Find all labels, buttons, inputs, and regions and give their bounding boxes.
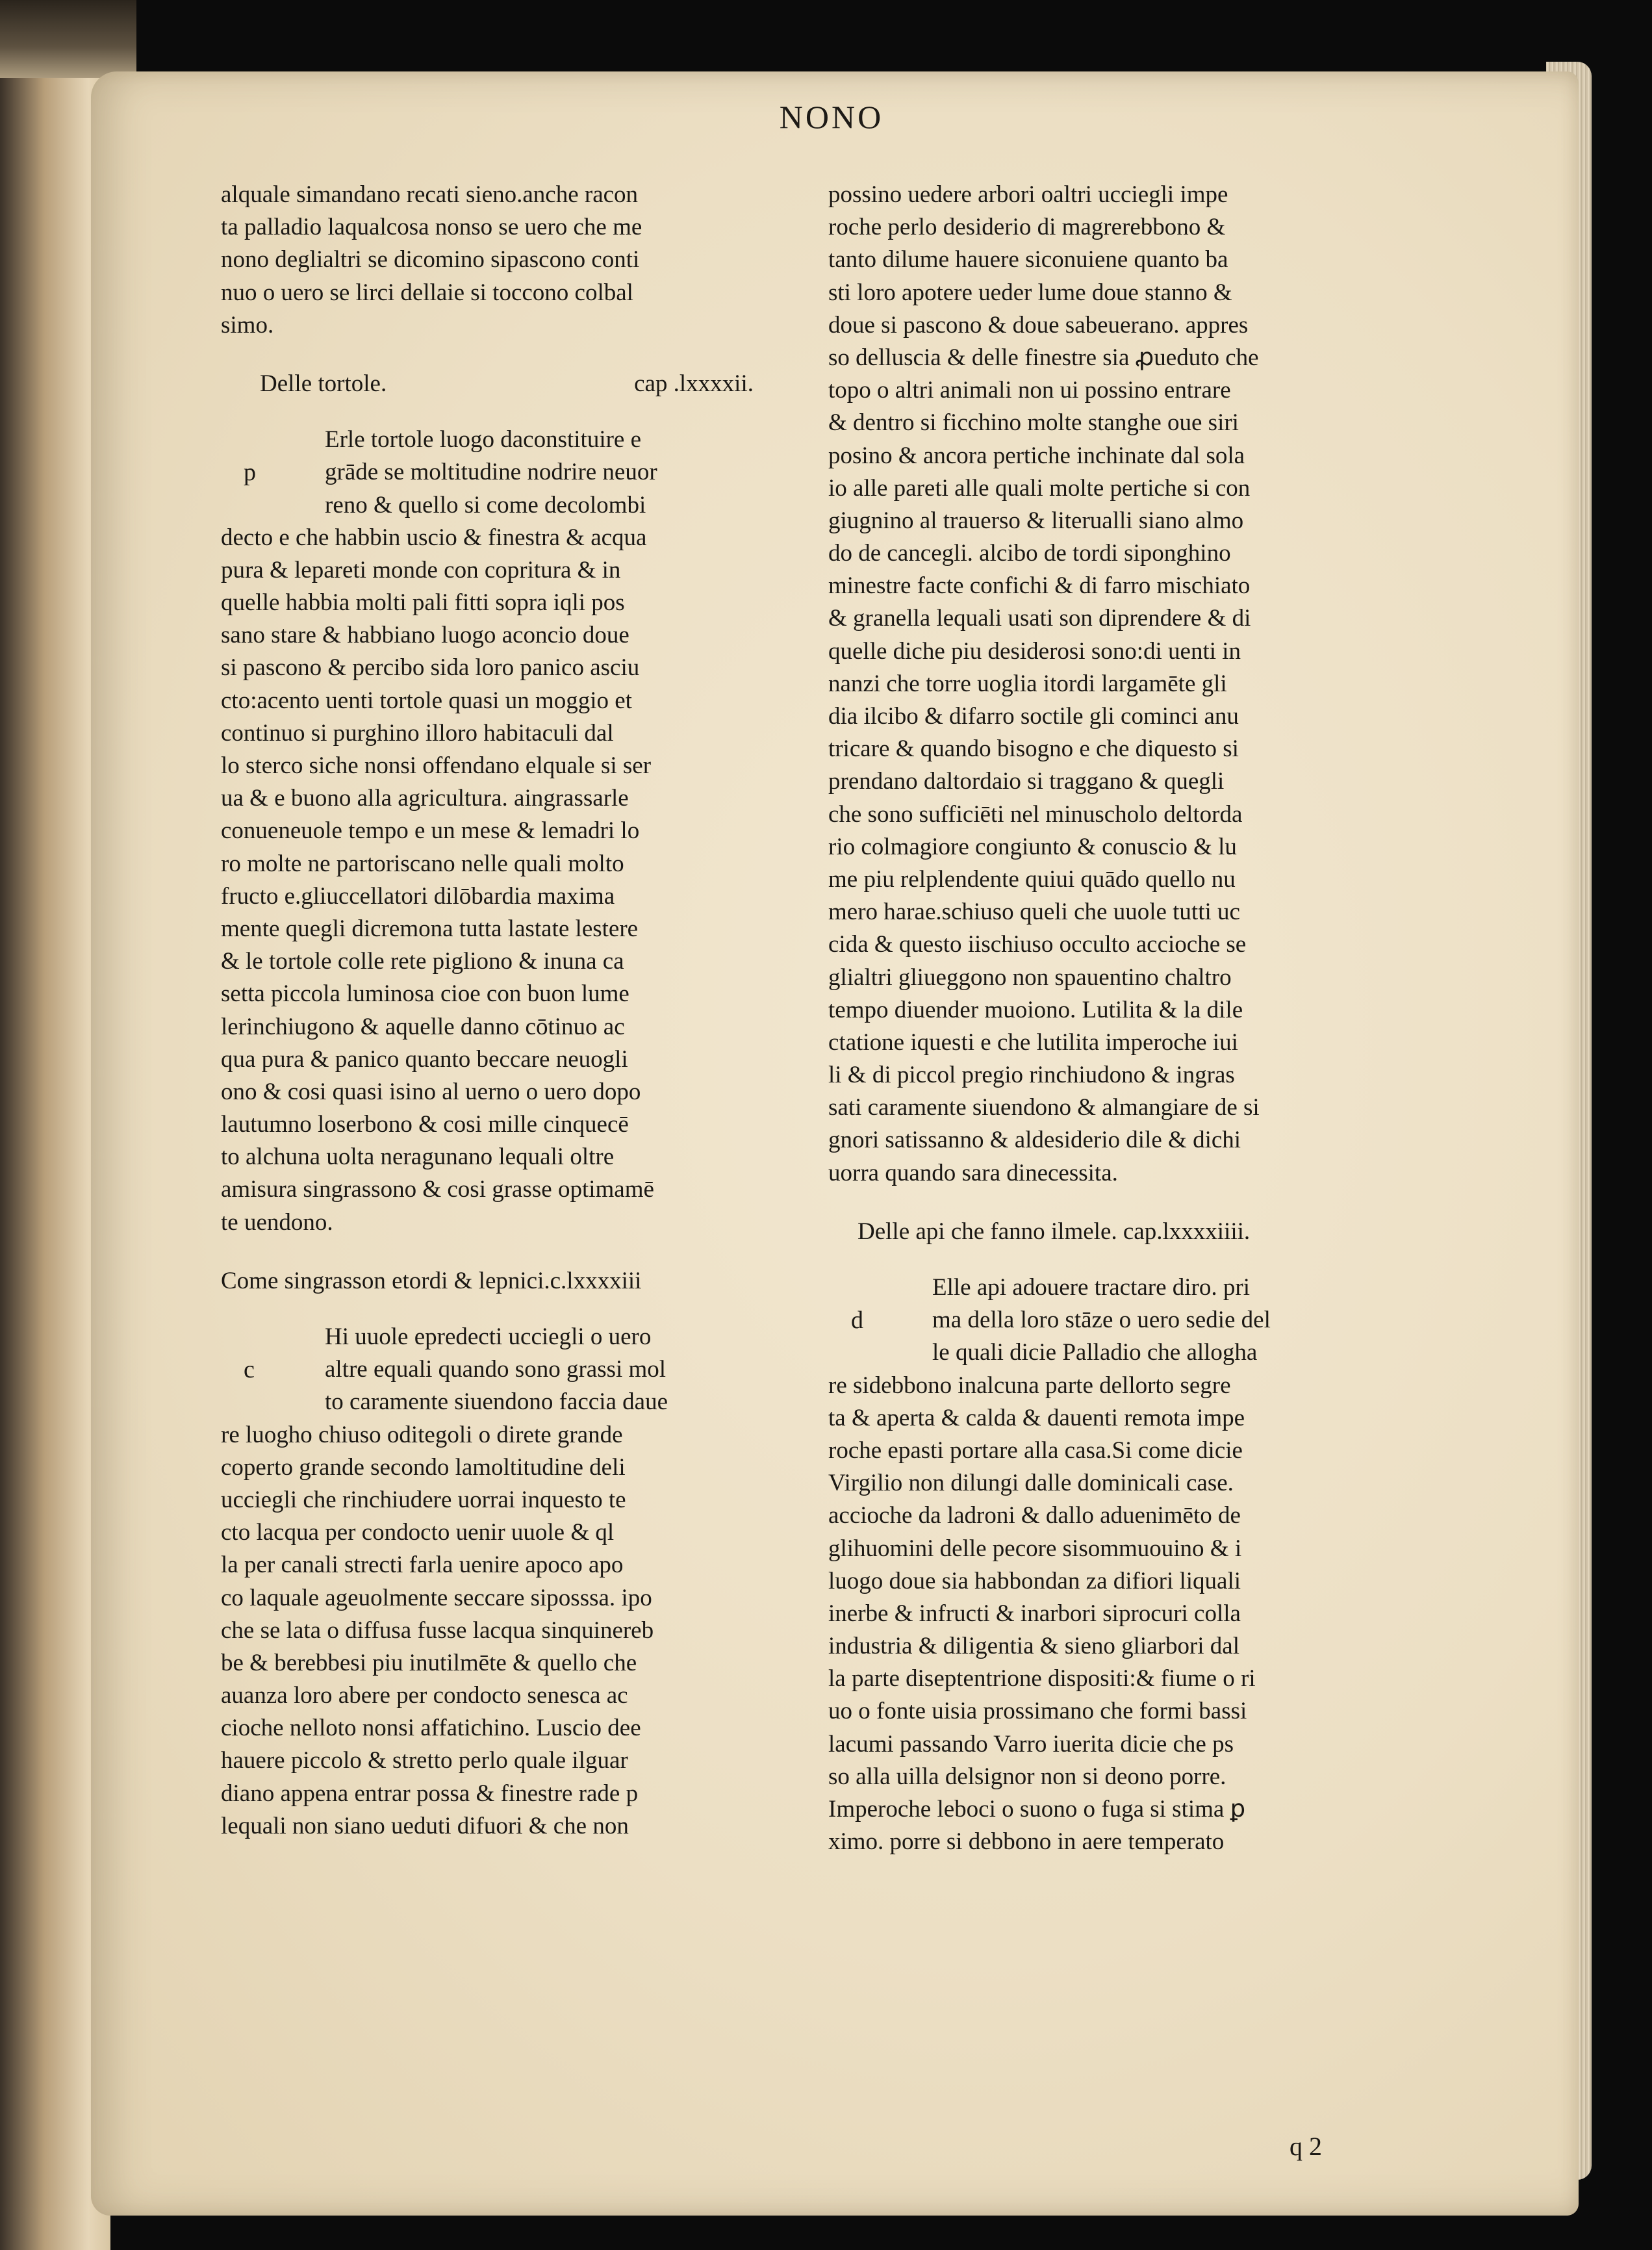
- text-line: grāde se moltitudine nodrire neuor: [325, 459, 657, 486]
- text-line: che sono sufficiēti nel minuscholo deltorda: [828, 800, 1243, 828]
- text-line: & dentro si ficchino molte stanghe oue siri: [828, 409, 1239, 437]
- text-line: diano appena entrar possa & finestre rade p: [221, 1780, 639, 1807]
- text-line: qua pura & panico quanto beccare neuogli: [221, 1045, 628, 1073]
- text-line: minestre facte confichi & di farro mischiato: [828, 572, 1251, 600]
- text-line: re sidebbono inalcuna parte dellorto segre: [828, 1372, 1231, 1399]
- text-line: conueneuole tempo e un mese & lemadri lo: [221, 817, 640, 845]
- text-line: rio colmagiore congiunto & conuscio & lu: [828, 833, 1237, 860]
- guide-letter: d: [851, 1307, 863, 1335]
- chapter-body: [828, 1370, 1393, 1859]
- text-line: prendano daltordaio si traggano & quegli: [828, 768, 1225, 795]
- text-line: pura & lepareti monde con copritura & in: [221, 556, 621, 583]
- text-line: Hi uuole epredecti ucciegli o uero: [325, 1323, 652, 1351]
- chapter-heading: [221, 1265, 786, 1298]
- text-line: le quali dicie Palladio che allogha: [932, 1339, 1258, 1366]
- text-line: hauere piccolo & stretto perlo quale ilguar: [221, 1747, 628, 1774]
- text-line: ta palladio laqualcosa nonso se uero che me: [221, 214, 642, 241]
- text-line: setta piccola luminosa cioe con buon lume: [221, 980, 629, 1008]
- text-line: ximo. porre si debbono in aere temperato: [828, 1828, 1225, 1856]
- text-line: luogo doue sia habbondan za difiori liquali: [828, 1567, 1241, 1594]
- chapter-opening: [221, 424, 786, 522]
- text-line: glihuomini delle pecore sisommuouino & i: [828, 1535, 1242, 1562]
- text-line: ono & cosi quasi isino al uerno o uero dopo: [221, 1078, 641, 1105]
- text-line: amisura singrassono & cosi grasse optimamē: [221, 1176, 654, 1203]
- text-line: cioche nelloto nonsi affatichino. Luscio dee: [221, 1715, 641, 1742]
- chapter-heading: [221, 368, 754, 400]
- text-line: be & berebbesi piu inutilmēte & quello che: [221, 1649, 637, 1676]
- text-line: roche perlo desiderio di magrerebbono &: [828, 214, 1226, 241]
- text-line: & le tortole colle rete pigliono & inuna ca: [221, 948, 624, 975]
- guide-letter: p: [244, 459, 256, 487]
- text-line: quelle diche piu desiderosi sono:di uenti in: [828, 637, 1241, 665]
- text-line: to alchuna uolta neragunano lequali oltre: [221, 1144, 615, 1171]
- text-line: & granella lequali usati son diprendere & di: [828, 605, 1251, 632]
- text-line: altre equali quando sono grassi mol: [325, 1356, 667, 1383]
- running-head: NONO: [779, 99, 884, 135]
- text-line: posino & ancora pertiche inchinate dal sola: [828, 442, 1245, 469]
- text-line: ctatione iquesti e che lutilita imperoche iui: [828, 1029, 1238, 1056]
- text-line: ua & e buono alla agricultura. aingrassarle: [221, 785, 629, 812]
- text-line: decto e che habbin uscio & finestra & acqua: [221, 524, 647, 551]
- text-line: so delluscia & delle finestre sia ꝓueduto che: [828, 344, 1259, 371]
- text-line: mero harae.schiuso queli che uuole tutti uc: [828, 899, 1240, 926]
- text-line: doue si pascono & doue sabeuerano. appres: [828, 311, 1249, 339]
- text-line: possino uedere arbori oaltri ucciegli impe: [828, 181, 1228, 208]
- text-line: quelle habbia molti pali fitti sopra iqli pos: [221, 589, 625, 617]
- text-line: li & di piccol pregio rinchiudono & ingras: [828, 1062, 1235, 1089]
- chapter-title: Come singrasson etordi & lepnici.c.lxxxxiii: [221, 1267, 642, 1294]
- text-line: so alla uilla delsignor non si deono porre.: [828, 1763, 1226, 1790]
- text-line: continuo si purghino illoro habitaculi dal: [221, 719, 614, 747]
- text-line: cto:acento uenti tortole quasi un moggio et: [221, 687, 632, 714]
- text-line: do de cancegli. alcibo de tordi siponghino: [828, 540, 1231, 567]
- text-line: industria & diligentia & sieno gliarbori dal: [828, 1633, 1239, 1660]
- text-line: mente quegli dicremona tutta lastate lestere: [221, 915, 639, 942]
- text-line: tanto dilume hauere siconuiene quanto ba: [828, 246, 1228, 274]
- text-line: glialtri gliueggono non spauentino chaltro: [828, 964, 1232, 991]
- binding-cover-edge: [0, 0, 136, 78]
- text-line: io alle pareti alle quali molte pertiche si con: [828, 474, 1251, 502]
- text-line: lacumi passando Varro iuerita dicie che ps: [828, 1730, 1234, 1758]
- text-line: sati caramente siuendono & almangiare de si: [828, 1094, 1260, 1121]
- text-line: lo sterco siche nonsi offendano elquale si ser: [221, 752, 652, 780]
- chapter-opening: [828, 1272, 1393, 1370]
- chapter-body: [221, 1419, 786, 1843]
- text-line: Erle tortole luogo daconstituire e: [325, 426, 642, 454]
- text-line: cto lacqua per condocto uenir uuole & ql: [221, 1519, 615, 1546]
- right-column: [828, 179, 1393, 2128]
- chapter-body: [221, 522, 786, 1239]
- text-line: to caramente siuendono faccia daue: [325, 1388, 668, 1416]
- text-line: lequali non siano ueduti difuori & che non: [221, 1812, 629, 1839]
- text-line: ucciegli che rinchiudere uorrai inquesto te: [221, 1486, 626, 1513]
- chapter-title: Delle api che fanno ilmele. cap.lxxxxiiii.: [858, 1218, 1251, 1245]
- text-line: uorra quando sara dinecessita.: [828, 1159, 1118, 1186]
- text-line: ta & aperta & calda & dauenti remota impe: [828, 1404, 1245, 1431]
- text-line: tempo diuender muoiono. Lutilita & la dile: [828, 996, 1243, 1023]
- text-line: uo o fonte uisia prossimano che formi bassi: [828, 1698, 1247, 1725]
- text-line: gnori satissanno & aldesiderio dile & dichi: [828, 1127, 1241, 1154]
- text-line: sti loro apotere ueder lume doue stanno &: [828, 279, 1232, 306]
- text-line: fructo e.gliuccellatori dilōbardia maxima: [221, 882, 615, 910]
- text-line: alquale simandano recati sieno.anche racon: [221, 181, 639, 208]
- chapter-number: cap .lxxxxii.: [634, 370, 754, 397]
- text-line: nanzi che torre uoglia itordi largamēte gli: [828, 670, 1227, 697]
- right-continuation-text: [828, 179, 1393, 1190]
- text-line: me piu relplendente quiui quādo quello nu: [828, 865, 1236, 893]
- guide-letter: c: [244, 1356, 255, 1384]
- text-line: reno & quello si come decolombi: [325, 491, 646, 518]
- text-line: cida & questo iischiuso occulto accioche se: [828, 931, 1247, 958]
- left-intro-text: [221, 179, 786, 342]
- text-line: simo.: [221, 311, 274, 339]
- text-line: nono deglialtri se dicomino sipascono conti: [221, 246, 640, 274]
- text-line: tricare & quando bisogno e che diquesto si: [828, 735, 1239, 763]
- text-line: inerbe & infructi & inarbori siprocuri colla: [828, 1600, 1241, 1627]
- text-line: nuo o uero se lirci dellaie si toccono colbal: [221, 279, 633, 306]
- chapter-title: Delle tortole.: [260, 370, 387, 397]
- text-line: accioche da ladroni & dallo aduenimēto de: [828, 1502, 1241, 1529]
- text-line: Elle api adouere tractare diro. pri: [932, 1274, 1250, 1301]
- chapter-heading: [828, 1216, 1393, 1248]
- text-line: re luogho chiuso oditegoli o direte grande: [221, 1421, 623, 1448]
- text-line: ro molte ne partoriscano nelle quali molto: [221, 850, 624, 877]
- signature-mark: q 2: [1290, 2132, 1322, 2161]
- text-line: coperto grande secondo lamoltitudine deli: [221, 1453, 626, 1481]
- text-line: ma della loro stāze o uero sedie del: [932, 1307, 1271, 1334]
- text-line: che se lata o diffusa fusse lacqua sinquinereb: [221, 1617, 654, 1644]
- left-column: [221, 179, 786, 2128]
- text-line: Virgilio non dilungi dalle dominicali case.: [828, 1470, 1234, 1497]
- text-line: te uendono.: [221, 1208, 333, 1236]
- text-line: dia ilcibo & difarro soctile gli cominci anu: [828, 703, 1239, 730]
- text-line: topo o altri animali non ui possino entrare: [828, 377, 1231, 404]
- text-line: giugnino al trauerso & literualli siano almo: [828, 507, 1244, 534]
- text-line: la parte diseptentrione dispositi:& fiume o ri: [828, 1665, 1256, 1693]
- text-line: co laquale ageuolmente seccare siposssa. ipo: [221, 1584, 652, 1611]
- text-line: roche epasti portare alla casa.Si come dicie: [828, 1437, 1243, 1464]
- text-line: sano stare & habbiano luogo aconcio doue: [221, 622, 629, 649]
- text-line: lerinchiugono & aquelle danno cōtinuo ac: [221, 1013, 625, 1040]
- text-line: Imperoche leboci o suono o fuga si stima ꝑ: [828, 1796, 1246, 1823]
- text-line: lautumno loserbono & cosi mille cinquecē: [221, 1111, 629, 1138]
- text-line: la per canali strecti farla uenire apoco apo: [221, 1552, 624, 1579]
- chapter-opening: [221, 1321, 786, 1419]
- text-line: si pascono & percibo sida loro panico asciu: [221, 654, 640, 682]
- text-line: auanza loro abere per condocto senesca ac: [221, 1682, 628, 1709]
